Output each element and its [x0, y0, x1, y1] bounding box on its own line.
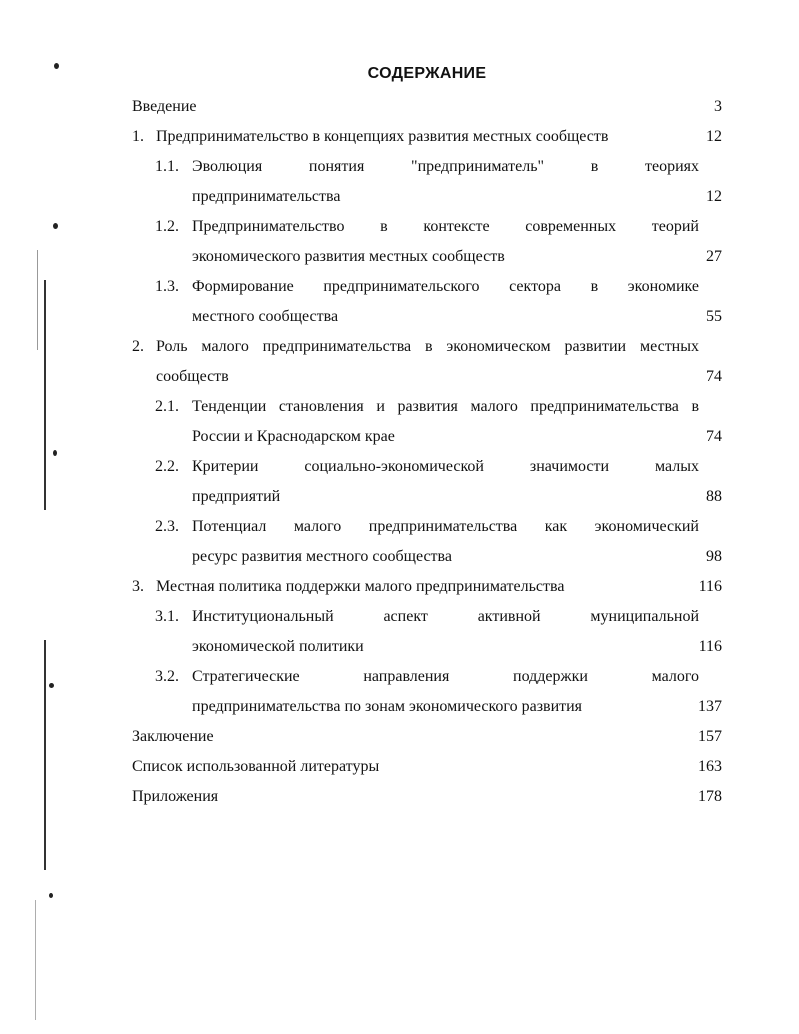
scan-margin-line — [35, 900, 36, 1020]
toc-page-number: 98 — [706, 548, 722, 565]
toc-entry-number: 2.3. — [155, 518, 179, 535]
toc-entry-title: Заключение — [132, 728, 214, 745]
toc-entry-appendices — [132, 782, 722, 812]
toc-entry-title-line: Роль малого предпринимательства в экономическом развитии местных — [156, 338, 699, 355]
toc-page-number: 116 — [698, 638, 722, 655]
table-of-contents — [0, 92, 799, 822]
toc-entry-number: 1.1. — [155, 158, 179, 175]
toc-page-number: 157 — [698, 728, 722, 745]
toc-page-number: 12 — [706, 188, 722, 205]
toc-entry-section-3-1 — [155, 602, 722, 662]
toc-entry-section-1-2 — [155, 212, 722, 272]
page-title: СОДЕРЖАНИЕ — [367, 65, 487, 82]
toc-page-number: 27 — [706, 248, 722, 265]
toc-entry-section-2-1 — [155, 392, 722, 452]
toc-entry-title-line: экономической политики — [192, 638, 364, 655]
toc-entry-title-line: Институциональный аспект активной муниципальной — [192, 608, 699, 625]
toc-page-number: 178 — [698, 788, 722, 805]
toc-entry-number: 1.2. — [155, 218, 179, 235]
toc-page-number: 74 — [706, 428, 722, 445]
toc-page-number: 3 — [714, 98, 722, 115]
toc-entry-number: 3. — [132, 578, 144, 595]
toc-entry-title-line: Формирование предпринимательского сектора в экономике — [192, 278, 699, 295]
toc-entry-references — [132, 752, 722, 782]
toc-entry-title-line: местного сообщества — [192, 308, 339, 325]
toc-entry-title: Предпринимательство в концепциях развития местных сообществ — [156, 128, 609, 145]
toc-page-number: 74 — [706, 368, 722, 385]
toc-entry-title-line: Потенциал малого предпринимательства как экономический — [192, 518, 699, 535]
toc-page-number: 55 — [706, 308, 722, 325]
toc-entry-section-2-3 — [155, 512, 722, 572]
toc-entry-title-line: Критерии социально-экономической значимости малых — [192, 458, 699, 475]
toc-entry-title-line: предпринимательства по зонам экономического развития — [192, 698, 583, 715]
toc-entry-title-line: предприятий — [192, 488, 281, 505]
toc-entry-number: 1.3. — [155, 278, 179, 295]
toc-entry-section-1-1 — [155, 152, 722, 212]
toc-entry-title-line: Предпринимательство в контексте современных теорий — [192, 218, 699, 235]
toc-entry-title: Введение — [132, 98, 197, 115]
toc-page-number: 137 — [698, 698, 722, 715]
toc-entry-section-2-2 — [155, 452, 722, 512]
toc-entry-chapter-3 — [132, 572, 722, 602]
toc-entry-title-line: ресурс развития местного сообщества — [192, 548, 452, 565]
toc-entry-number: 1. — [132, 128, 144, 145]
toc-entry-number: 3.1. — [155, 608, 179, 625]
toc-entry-number: 3.2. — [155, 668, 179, 685]
toc-entry-title: Приложения — [132, 788, 219, 805]
toc-page-number: 163 — [698, 758, 722, 775]
toc-entry-number: 2.1. — [155, 398, 179, 415]
toc-entry-title: Местная политика поддержки малого предпринимательства — [156, 578, 565, 595]
toc-entry-title-line: экономического развития местных сообществ — [192, 248, 505, 265]
toc-entry-intro — [132, 92, 722, 122]
toc-page-number: 12 — [706, 128, 722, 145]
toc-entry-title-line: Тенденции становления и развития малого предпринимательства в — [192, 398, 699, 415]
toc-entry-chapter-1 — [132, 122, 722, 152]
toc-entry-conclusion — [132, 722, 722, 752]
toc-entry-title-line: сообществ — [156, 368, 229, 385]
toc-entry-title-line: Стратегические направления поддержки малого — [192, 668, 699, 685]
toc-entry-number: 2.2. — [155, 458, 179, 475]
toc-entry-number: 2. — [132, 338, 144, 355]
toc-entry-section-1-3 — [155, 272, 722, 332]
toc-entry-chapter-2 — [132, 332, 722, 392]
toc-page-number: 116 — [698, 578, 722, 595]
toc-entry-title-line: Эволюция понятия "предприниматель" в теориях — [192, 158, 699, 175]
toc-entry-title-line: предпринимательства — [192, 188, 341, 205]
scan-speck — [49, 893, 53, 898]
toc-page-number: 88 — [706, 488, 722, 505]
toc-entry-section-3-2 — [155, 662, 722, 722]
toc-entry-title: Список использованной литературы — [132, 758, 380, 775]
toc-entry-title-line: России и Краснодарском крае — [192, 428, 395, 445]
